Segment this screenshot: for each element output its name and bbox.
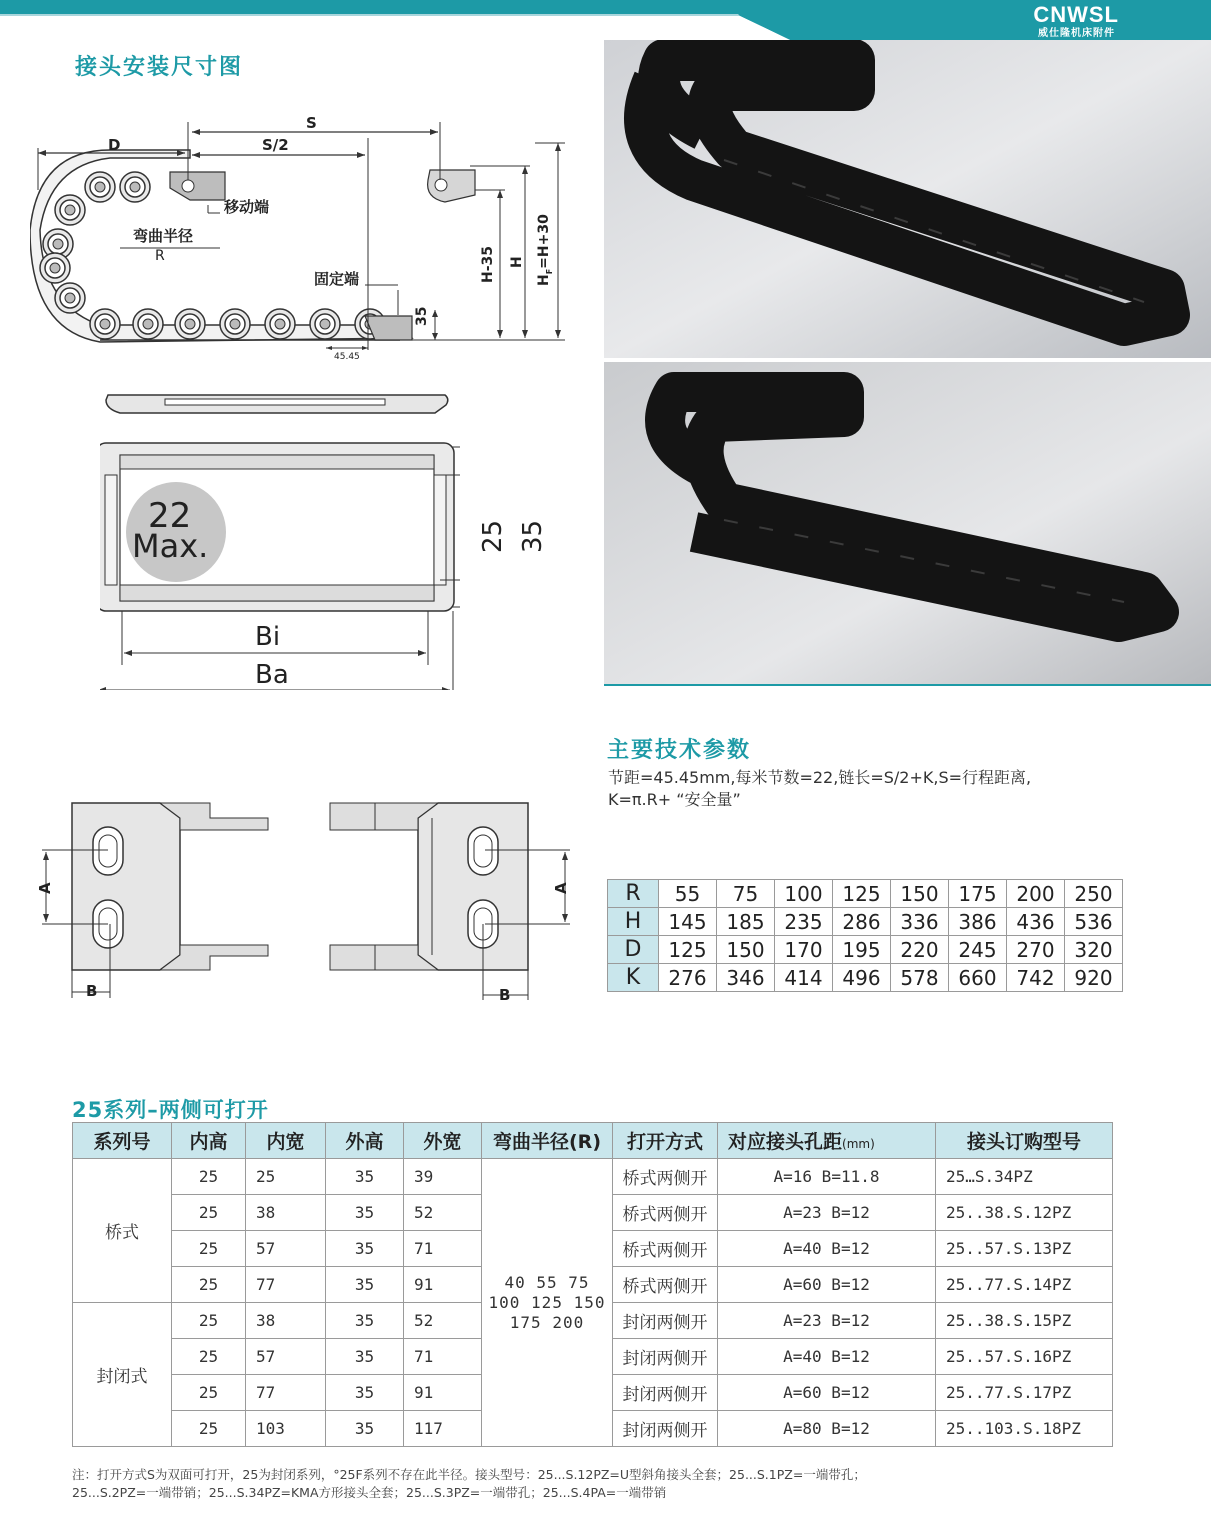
- bend-radius-line: 40 55 75: [504, 1272, 590, 1292]
- cell-outer-width: 52: [404, 1303, 482, 1339]
- label-pitch: 45.45: [334, 352, 360, 362]
- cell-outer-height: 35: [326, 1231, 404, 1267]
- cell-open-method: 封闭两侧开: [613, 1339, 718, 1375]
- header-hole-distance: 对应接头孔距(mm): [718, 1123, 936, 1159]
- param-value: 660: [949, 964, 1007, 992]
- label-Bi: Bi: [255, 622, 281, 652]
- param-value: 125: [833, 880, 891, 908]
- param-row-d: [608, 936, 1123, 964]
- cell-open-method: 桥式两侧开: [613, 1195, 718, 1231]
- param-value: 436: [1007, 908, 1065, 936]
- series-group-name: 封闭式: [73, 1303, 172, 1447]
- cell-order-model: 25…S.34PZ: [936, 1159, 1113, 1195]
- cell-outer-width: 91: [404, 1267, 482, 1303]
- cell-hole-distance: A=40 B=12: [718, 1231, 936, 1267]
- param-value: 276: [659, 964, 717, 992]
- footnote-line2: 25...S.2PZ=一端带销；25...S.34PZ=KMA方形接头全套；25...S.3PZ=一端带孔；25...S.4PA=一端带销: [72, 1485, 667, 1500]
- label-R: R: [155, 248, 165, 264]
- param-value: 346: [717, 964, 775, 992]
- cell-hole-distance: A=60 B=12: [718, 1375, 936, 1411]
- label-H: H: [509, 256, 525, 268]
- header-outer-height: 外高: [326, 1123, 404, 1159]
- tech-params-line1: 节距=45.45mm,每米节数=22,链长=S/2+K,S=行程距离,: [608, 768, 1032, 787]
- cell-order-model: 25..103.S.18PZ: [936, 1411, 1113, 1447]
- cell-open-method: 桥式两侧开: [613, 1267, 718, 1303]
- drag-chain-photo-bottom: [604, 362, 1211, 684]
- cell-open-method: 桥式两侧开: [613, 1159, 718, 1195]
- header-series: 系列号: [73, 1123, 172, 1159]
- param-key: D: [608, 936, 659, 964]
- param-value: 320: [1065, 936, 1123, 964]
- param-value: 386: [949, 908, 1007, 936]
- cell-outer-width: 71: [404, 1231, 482, 1267]
- cell-outer-height: 35: [326, 1267, 404, 1303]
- label-fixed-end: 固定端: [314, 270, 360, 288]
- param-value: 235: [775, 908, 833, 936]
- cell-outer-width: 91: [404, 1375, 482, 1411]
- cell-open-method: 桥式两侧开: [613, 1231, 718, 1267]
- param-value: 270: [1007, 936, 1065, 964]
- param-key: K: [608, 964, 659, 992]
- label-max: Max.: [132, 527, 209, 565]
- param-value: 742: [1007, 964, 1065, 992]
- series-table: [72, 1122, 1113, 1447]
- label-35-cross: 35: [518, 519, 548, 553]
- param-value: 195: [833, 936, 891, 964]
- cell-open-method: 封闭两侧开: [613, 1411, 718, 1447]
- cell-outer-height: 35: [326, 1195, 404, 1231]
- cell-order-model: 25..57.S.13PZ: [936, 1231, 1113, 1267]
- cell-outer-height: 35: [326, 1303, 404, 1339]
- photo-divider: [604, 358, 1211, 362]
- tech-params-line2: K=π.R+ “安全量”: [608, 790, 741, 809]
- label-H-35: H-35: [480, 245, 496, 283]
- cell-inner-height: 25: [172, 1411, 246, 1447]
- header-bend-radius: 弯曲半径(R): [482, 1123, 613, 1159]
- cell-outer-height: 35: [326, 1339, 404, 1375]
- cell-hole-distance: A=60 B=12: [718, 1267, 936, 1303]
- cell-order-model: 25..77.S.17PZ: [936, 1375, 1113, 1411]
- series-group-name: 桥式: [73, 1159, 172, 1303]
- param-value: 336: [891, 908, 949, 936]
- cell-inner-height: 25: [172, 1159, 246, 1195]
- label-B-left: B: [86, 982, 98, 1000]
- bracket-diagrams: [30, 790, 590, 1015]
- series-table-header: [73, 1123, 1113, 1159]
- cell-inner-width: 57: [246, 1339, 326, 1375]
- param-value: 175: [949, 880, 1007, 908]
- header-outer-width: 外宽: [404, 1123, 482, 1159]
- param-value: 125: [659, 936, 717, 964]
- cell-hole-distance: A=23 B=12: [718, 1195, 936, 1231]
- cell-inner-width: 38: [246, 1303, 326, 1339]
- param-key: R: [608, 880, 659, 908]
- cell-inner-height: 25: [172, 1375, 246, 1411]
- photo-underline: [604, 684, 1211, 686]
- header-inner-height: 内高: [172, 1123, 246, 1159]
- header-order-model: 接头订购型号: [936, 1123, 1113, 1159]
- header-inner-width: 内宽: [246, 1123, 326, 1159]
- param-value: 920: [1065, 964, 1123, 992]
- cell-hole-distance: A=16 B=11.8: [718, 1159, 936, 1195]
- drag-chain-photo-top: [604, 40, 1211, 360]
- param-value: 150: [717, 936, 775, 964]
- cell-open-method: 封闭两侧开: [613, 1375, 718, 1411]
- cell-inner-width: 38: [246, 1195, 326, 1231]
- param-value: 245: [949, 936, 1007, 964]
- cell-inner-height: 25: [172, 1267, 246, 1303]
- label-B-right: B: [499, 986, 511, 1004]
- param-value: 496: [833, 964, 891, 992]
- label-A-right: A: [552, 882, 570, 894]
- label-22: 22: [148, 496, 192, 536]
- param-value: 286: [833, 908, 891, 936]
- cell-outer-width: 117: [404, 1411, 482, 1447]
- footnote: [72, 1466, 1172, 1502]
- cell-inner-width: 103: [246, 1411, 326, 1447]
- param-table: [607, 879, 1123, 992]
- cell-hole-distance: A=80 B=12: [718, 1411, 936, 1447]
- cell-inner-height: 25: [172, 1195, 246, 1231]
- cell-outer-width: 39: [404, 1159, 482, 1195]
- param-value: 150: [891, 880, 949, 908]
- cell-outer-height: 35: [326, 1375, 404, 1411]
- footnote-line1: 注：打开方式S为双面可打开，25为封闭系列，°25F系列不存在此半径。接头型号：25...S.12PZ=U型斜角接头全套；25...S.1PZ=一端带孔；: [72, 1467, 866, 1482]
- label-25-vertical: 25: [478, 519, 508, 553]
- label-bend-radius: 弯曲半径: [133, 227, 194, 245]
- table-row: [73, 1159, 1113, 1195]
- param-value: 100: [775, 880, 833, 908]
- label-Ba: Ba: [255, 660, 289, 690]
- cell-inner-width: 57: [246, 1231, 326, 1267]
- param-key: H: [608, 908, 659, 936]
- label-35-vertical: 35: [414, 306, 430, 326]
- param-value: 185: [717, 908, 775, 936]
- cell-outer-width: 52: [404, 1195, 482, 1231]
- param-value: 55: [659, 880, 717, 908]
- param-value: 536: [1065, 908, 1123, 936]
- cell-outer-height: 35: [326, 1159, 404, 1195]
- cell-hole-distance: A=23 B=12: [718, 1303, 936, 1339]
- param-value: 75: [717, 880, 775, 908]
- cell-order-model: 25..57.S.16PZ: [936, 1339, 1113, 1375]
- cell-inner-width: 77: [246, 1267, 326, 1303]
- label-moving-end: 移动端: [224, 198, 270, 216]
- cell-outer-height: 35: [326, 1411, 404, 1447]
- install-dimension-title: 接头安装尺寸图: [75, 55, 244, 80]
- cell-inner-height: 25: [172, 1231, 246, 1267]
- label-HF: $H_F=H+30$: [536, 214, 554, 286]
- param-value: 145: [659, 908, 717, 936]
- cell-bend-radius: [482, 1159, 613, 1447]
- label-S-half: S/2: [262, 136, 289, 154]
- brand-logo: CNWSL: [1033, 2, 1119, 27]
- cell-open-method: 封闭两侧开: [613, 1303, 718, 1339]
- cell-inner-width: 25: [246, 1159, 326, 1195]
- param-value: 578: [891, 964, 949, 992]
- param-value: 414: [775, 964, 833, 992]
- cell-inner-height: 25: [172, 1339, 246, 1375]
- param-value: 170: [775, 936, 833, 964]
- cell-order-model: 25..38.S.15PZ: [936, 1303, 1113, 1339]
- param-value: 220: [891, 936, 949, 964]
- param-row-h: [608, 908, 1123, 936]
- header-band: [0, 0, 1211, 40]
- cell-outer-width: 71: [404, 1339, 482, 1375]
- param-value: 250: [1065, 880, 1123, 908]
- label-A-left: A: [36, 882, 54, 894]
- tech-params-title: 主要技术参数: [607, 738, 752, 763]
- param-row-r: [608, 880, 1123, 908]
- brand-subtitle: 威仕隆机床附件: [1038, 28, 1115, 39]
- header-open-method: 打开方式: [613, 1123, 718, 1159]
- cell-inner-width: 77: [246, 1375, 326, 1411]
- series-title: 25系列–两侧可打开: [72, 1098, 269, 1122]
- cell-order-model: 25..38.S.12PZ: [936, 1195, 1113, 1231]
- tech-params-text: [608, 767, 1168, 811]
- bend-radius-line: 100 125 150: [488, 1292, 606, 1312]
- cell-order-model: 25..77.S.14PZ: [936, 1267, 1113, 1303]
- label-S: S: [306, 114, 317, 132]
- cell-hole-distance: A=40 B=12: [718, 1339, 936, 1375]
- label-D: D: [108, 136, 121, 154]
- param-row-k: [608, 964, 1123, 992]
- param-value: 200: [1007, 880, 1065, 908]
- bend-radius-line: 175 200: [509, 1312, 585, 1332]
- cell-inner-height: 25: [172, 1303, 246, 1339]
